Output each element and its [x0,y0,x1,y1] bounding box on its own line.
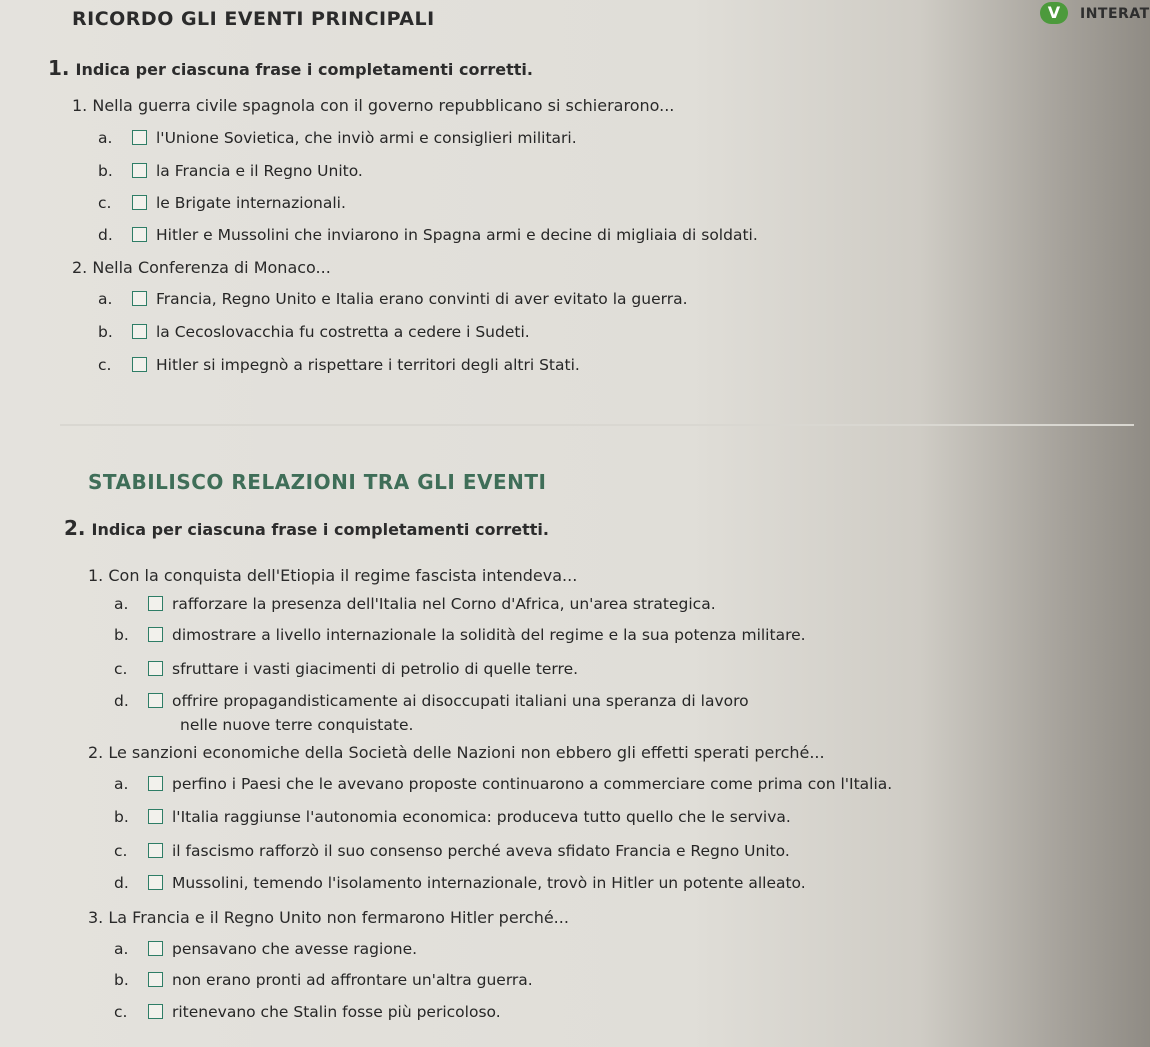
checkbox[interactable] [132,130,147,145]
option-letter: d. [114,874,129,892]
option-text: rafforzare la presenza dell'Italia nel Corno d'Africa, un'area strategica. [172,595,716,613]
checkbox[interactable] [132,195,147,210]
question-2-2: 2. Le sanzioni economiche della Società delle Nazioni non ebbero gli effetti sperati perché... [88,743,825,762]
question-1-1: 1. Nella guerra civile spagnola con il governo repubblicano si schierarono... [72,96,675,115]
exercise-number: 2. [64,516,86,540]
checkbox[interactable] [148,1004,163,1019]
checkbox[interactable] [148,596,163,611]
interactive-badge-icon: V [1040,2,1068,24]
instruction-text: Indica per ciascuna frase i completamenti corretti. [75,60,533,79]
section-title-stabilisco: STABILISCO RELAZIONI TRA GLI EVENTI [88,470,547,494]
checkbox[interactable] [132,291,147,306]
exercise-2-instruction [64,516,549,540]
checkbox[interactable] [148,941,163,956]
option-text: sfruttare i vasti giacimenti di petrolio di quelle terre. [172,660,579,678]
exercise-number: 1. [48,56,70,80]
option-letter: a. [98,129,113,147]
option-letter: d. [98,226,113,244]
option-letter: b. [114,808,129,826]
option-text: ritenevano che Stalin fosse più pericoloso. [172,1003,501,1021]
option-letter: d. [114,692,129,710]
question-1-2: 2. Nella Conferenza di Monaco... [72,258,331,277]
option-letter: a. [98,290,113,308]
option-letter: c. [114,660,128,678]
checkbox[interactable] [148,972,163,987]
option-text: Francia, Regno Unito e Italia erano convinti di aver evitato la guerra. [156,290,688,308]
interactive-badge-label: INTERAT [1080,6,1150,22]
option-text: la Francia e il Regno Unito. [156,162,363,180]
checkbox[interactable] [148,627,163,642]
instruction-text: Indica per ciascuna frase i completamenti corretti. [91,520,549,539]
option-letter: c. [114,842,128,860]
option-text: l'Unione Sovietica, che inviò armi e consiglieri militari. [156,129,577,147]
checkbox[interactable] [148,809,163,824]
question-2-3: 3. La Francia e il Regno Unito non fermarono Hitler perché... [88,908,569,927]
option-text: non erano pronti ad affrontare un'altra guerra. [172,971,533,989]
option-letter: a. [114,940,129,958]
section-divider [60,424,1134,426]
option-text: il fascismo rafforzò il suo consenso perché aveva sfidato Francia e Regno Unito. [172,842,790,860]
option-letter: b. [114,626,129,644]
option-letter: b. [98,162,113,180]
option-2-1-d-continuation: nelle nuove terre conquistate. [180,716,414,734]
option-text: offrire propagandisticamente ai disoccupati italiani una speranza di lavoro [172,692,749,710]
exercise-1-instruction [48,56,533,80]
option-letter: b. [98,323,113,341]
checkbox[interactable] [148,776,163,791]
checkbox[interactable] [132,163,147,178]
checkbox[interactable] [148,693,163,708]
option-letter: c. [114,1003,128,1021]
checkbox[interactable] [148,843,163,858]
option-letter: c. [98,194,112,212]
option-text: le Brigate internazionali. [156,194,346,212]
option-text: Mussolini, temendo l'isolamento internazionale, trovò in Hitler un potente alleato. [172,874,806,892]
checkbox[interactable] [148,875,163,890]
option-letter: a. [114,775,129,793]
option-letter: b. [114,971,129,989]
section-title-ricordo: RICORDO GLI EVENTI PRINCIPALI [72,8,435,30]
option-text: l'Italia raggiunse l'autonomia economica: produceva tutto quello che le serviva. [172,808,791,826]
option-text: Hitler si impegnò a rispettare i territori degli altri Stati. [156,356,580,374]
option-letter: a. [114,595,129,613]
question-2-1: 1. Con la conquista dell'Etiopia il regime fascista intendeva... [88,566,578,585]
checkbox[interactable] [132,324,147,339]
option-letter: c. [98,356,112,374]
checkbox[interactable] [132,227,147,242]
option-text: pensavano che avesse ragione. [172,940,418,958]
option-text: Hitler e Mussolini che inviarono in Spagna armi e decine di migliaia di soldati. [156,226,758,244]
option-text: dimostrare a livello internazionale la solidità del regime e la sua potenza militare. [172,626,806,644]
checkbox[interactable] [148,661,163,676]
checkbox[interactable] [132,357,147,372]
option-text: la Cecoslovacchia fu costretta a cedere i Sudeti. [156,323,530,341]
option-text: perfino i Paesi che le avevano proposte continuarono a commerciare come prima con l'Italia. [172,775,893,793]
